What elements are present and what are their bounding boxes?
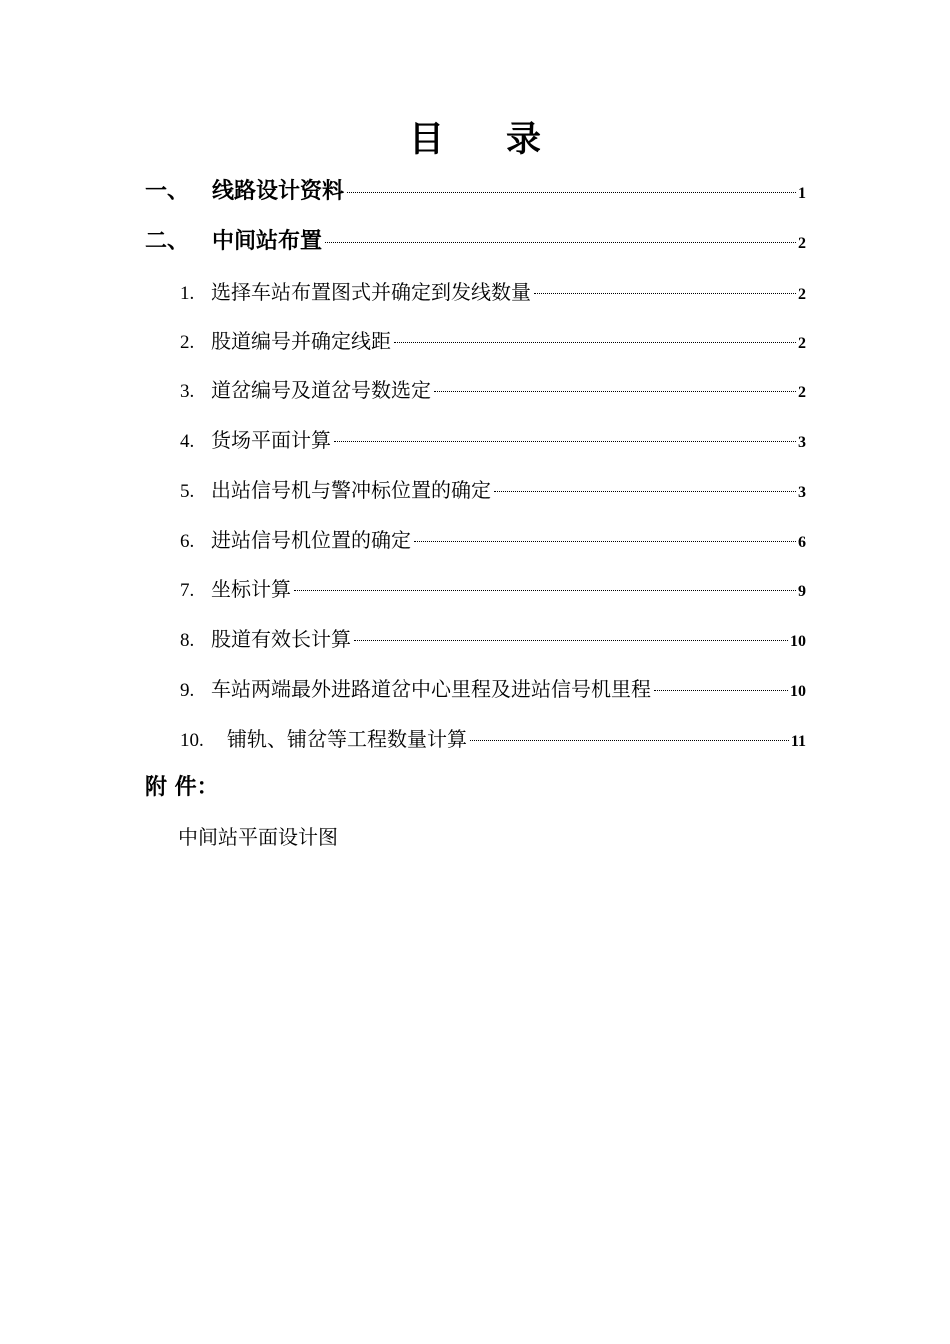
toc-page-number: 11 xyxy=(790,733,806,750)
toc-item-number: 7. xyxy=(180,580,195,601)
dot-leader xyxy=(434,391,796,392)
toc-item-10[interactable] xyxy=(180,723,806,753)
toc-page-number: 3 xyxy=(798,484,806,501)
toc-page-number: 6 xyxy=(798,534,806,551)
dot-leader xyxy=(534,293,796,294)
toc-item-number: 1. xyxy=(180,283,195,304)
toc-item-title: 车站两端最外进路道岔中心里程及进站信号机里程 xyxy=(211,677,651,701)
toc-page-number: 2 xyxy=(798,235,806,252)
dot-leader xyxy=(654,690,788,691)
toc-item-title: 选择车站布置图式并确定到发线数量 xyxy=(211,280,531,304)
dot-leader xyxy=(414,541,796,542)
toc-page-number: 9 xyxy=(798,583,806,600)
dot-leader xyxy=(470,740,789,741)
toc-item-7[interactable] xyxy=(180,573,806,603)
toc-item-number: 5. xyxy=(180,481,195,502)
toc-item-number: 10. xyxy=(180,730,204,751)
toc-item-number: 9. xyxy=(180,680,195,701)
toc-page-number: 2 xyxy=(798,286,806,303)
toc-item-number: 8. xyxy=(180,630,195,651)
toc-item-number: 6. xyxy=(180,531,195,552)
toc-section-2[interactable] xyxy=(145,224,806,256)
dot-leader xyxy=(494,491,796,492)
toc-page-number: 2 xyxy=(798,335,806,352)
toc-item-title: 道岔编号及道岔号数选定 xyxy=(211,378,431,402)
toc-item-title: 出站信号机与警冲标位置的确定 xyxy=(211,478,491,502)
toc-item-title: 股道有效长计算 xyxy=(211,627,351,651)
toc-page-number: 3 xyxy=(798,434,806,451)
toc-item-title: 进站信号机位置的确定 xyxy=(211,528,411,552)
appendix-item: 中间站平面设计图 xyxy=(178,825,338,849)
toc-section-title: 中间站布置 xyxy=(212,229,323,254)
toc-item-title: 坐标计算 xyxy=(211,577,291,601)
toc-item-9[interactable] xyxy=(180,673,806,703)
toc-item-number: 3. xyxy=(180,381,195,402)
toc-item-title: 货场平面计算 xyxy=(211,428,331,452)
dot-leader xyxy=(394,342,796,343)
toc-title xyxy=(0,116,950,164)
toc-item-3[interactable] xyxy=(180,374,806,404)
toc-page-number: 2 xyxy=(798,384,806,401)
dot-leader xyxy=(354,640,788,641)
toc-page-number: 10 xyxy=(790,633,806,650)
toc-item-8[interactable] xyxy=(180,623,806,653)
dot-leader xyxy=(325,242,796,243)
toc-item-6[interactable] xyxy=(180,524,806,554)
toc-item-number: 2. xyxy=(180,332,195,353)
toc-page-number: 10 xyxy=(790,683,806,700)
toc-item-number: 4. xyxy=(180,431,195,452)
toc-item-title: 股道编号并确定线距 xyxy=(211,329,391,353)
dot-leader xyxy=(334,441,796,442)
toc-item-1[interactable] xyxy=(180,276,806,306)
toc-section-1[interactable] xyxy=(145,174,806,206)
toc-item-2[interactable] xyxy=(180,325,806,355)
toc-item-4[interactable] xyxy=(180,424,806,454)
toc-title-char-1: 目 xyxy=(408,120,444,160)
toc-section-title: 线路设计资料 xyxy=(212,179,345,204)
dot-leader xyxy=(347,192,796,193)
toc-item-5[interactable] xyxy=(180,474,806,504)
toc-section-number: 二、 xyxy=(145,229,190,254)
toc-section-number: 一、 xyxy=(145,179,190,204)
dot-leader xyxy=(294,590,796,591)
toc-page-number: 1 xyxy=(798,185,806,202)
appendix-heading: 附 件： xyxy=(145,775,219,800)
toc-item-title: 铺轨、铺岔等工程数量计算 xyxy=(227,727,467,751)
toc-title-char-2: 录 xyxy=(506,120,542,160)
